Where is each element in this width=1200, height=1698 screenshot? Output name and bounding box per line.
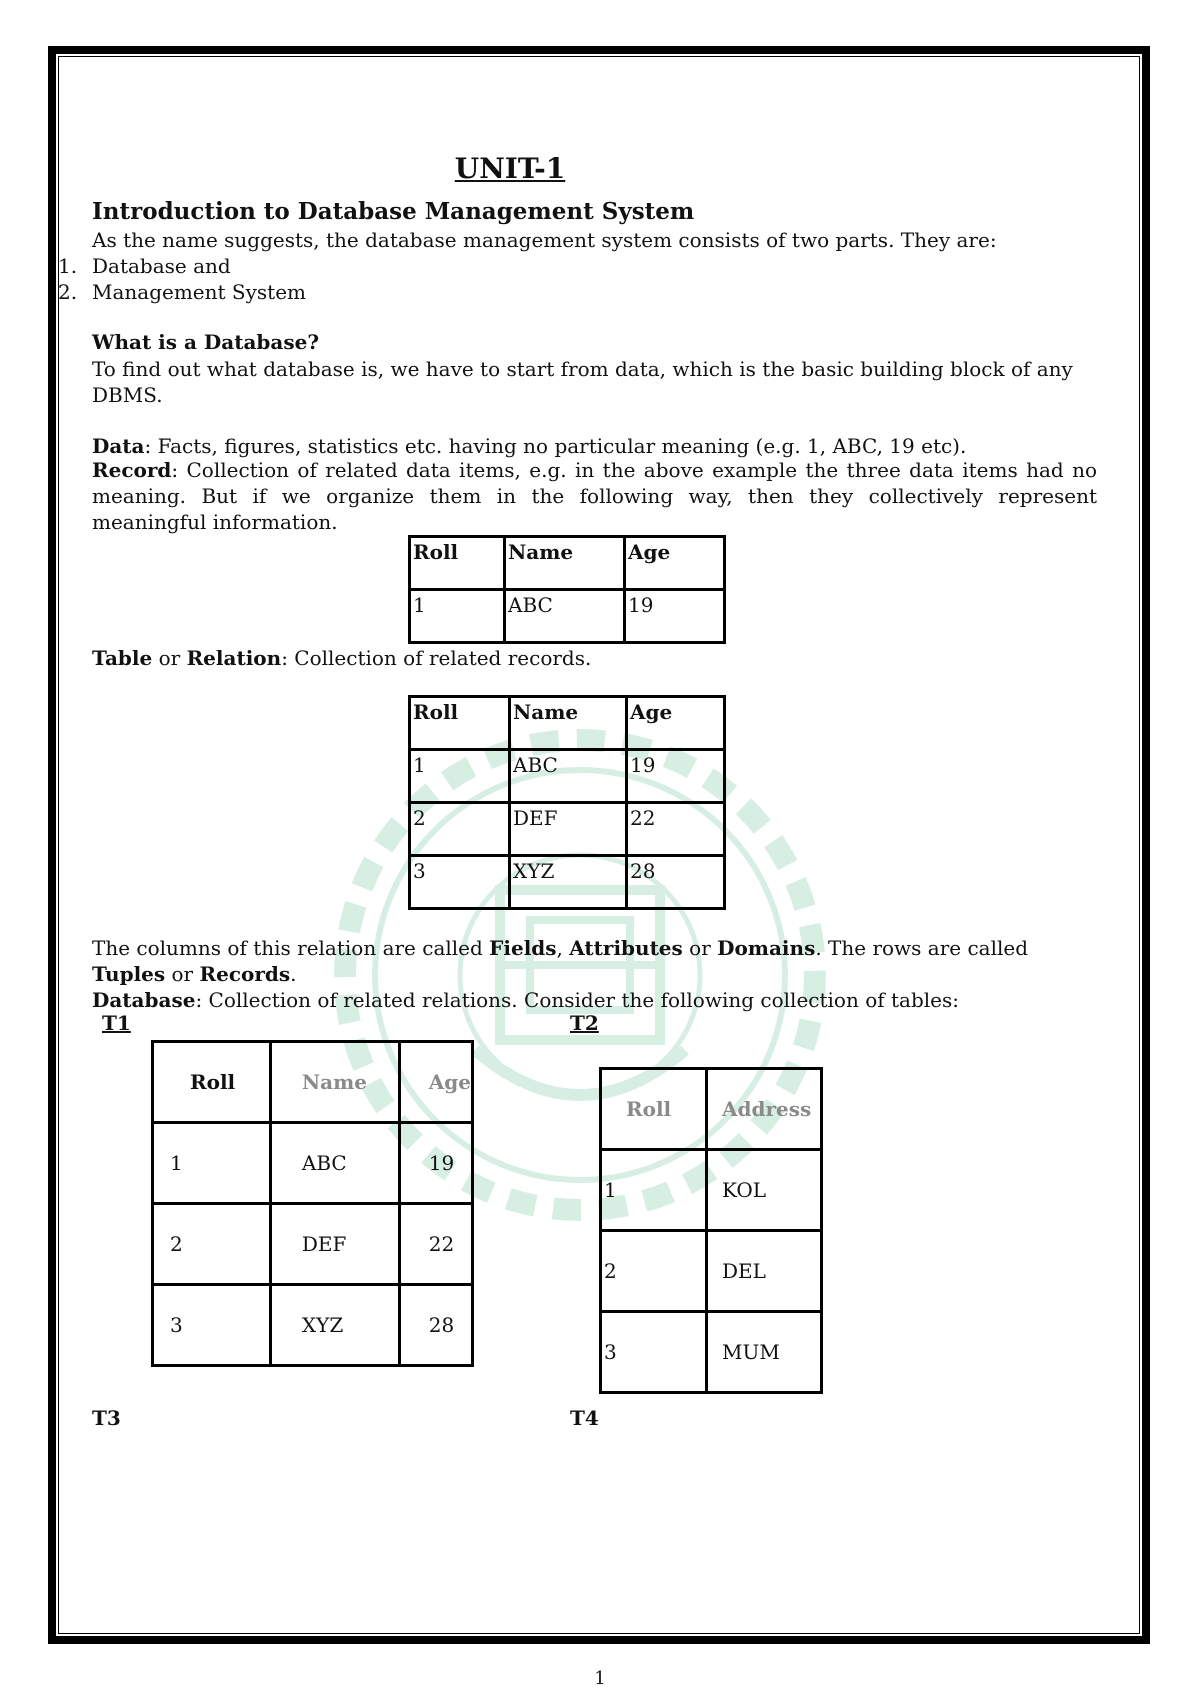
table-cell: ABC bbox=[510, 750, 627, 803]
table-t1 bbox=[151, 1040, 474, 1367]
database-def-text: : Collection of related relations. Consider the following collection of tables: bbox=[195, 988, 959, 1012]
data-term: Data bbox=[92, 434, 145, 458]
relation-definition: Table or Relation: Collection of related records. bbox=[92, 646, 592, 670]
label-t1: T1 bbox=[102, 1011, 131, 1035]
table-cell: 3 bbox=[410, 856, 510, 909]
table-cell: 2 bbox=[601, 1231, 707, 1312]
rows-text: Tuples or Records. bbox=[92, 962, 297, 986]
db-text-line-1: To find out what database is, we have to start from data, which is the basic building block of any bbox=[92, 357, 1073, 381]
label-t4: T4 bbox=[570, 1406, 599, 1430]
table-t2 bbox=[599, 1067, 823, 1394]
list-item-1: Database and bbox=[92, 254, 231, 278]
table-cell: XYZ bbox=[510, 856, 627, 909]
record-definition bbox=[92, 457, 1097, 535]
table-cell: XYZ bbox=[270, 1285, 399, 1366]
table-cell: KOL bbox=[707, 1150, 822, 1231]
relation-term: Relation bbox=[186, 646, 282, 670]
table-cell: MUM bbox=[707, 1312, 822, 1393]
table-cell: 3 bbox=[153, 1285, 271, 1366]
table-term: Table bbox=[92, 646, 153, 670]
intro-text: As the name suggests, the database management system consists of two parts. They are: bbox=[92, 228, 997, 252]
label-t3: T3 bbox=[92, 1406, 121, 1430]
table-cell: 3 bbox=[601, 1312, 707, 1393]
intro-heading: Introduction to Database Management System bbox=[92, 198, 695, 225]
table-header-cell: Name bbox=[505, 537, 625, 590]
table-cell: ABC bbox=[505, 590, 625, 643]
record-def-text: : Collection of related data items, e.g. in the above example the three data items had no meaning. But if we organize them in the following way, then they collectively represent meaningful information. bbox=[92, 458, 1097, 534]
table-header-cell: Roll bbox=[153, 1042, 271, 1123]
table-header-cell: Age bbox=[399, 1042, 472, 1123]
table-cell: ABC bbox=[270, 1123, 399, 1204]
table-cell: 1 bbox=[601, 1150, 707, 1231]
table-header-cell: Name bbox=[510, 697, 627, 750]
relation-table bbox=[408, 695, 726, 910]
table-cell: 2 bbox=[153, 1204, 271, 1285]
list-item-2: Management System bbox=[92, 280, 307, 304]
table-cell: DEF bbox=[270, 1204, 399, 1285]
fields-term: Fields bbox=[489, 936, 557, 960]
table-header-cell: Roll bbox=[410, 697, 510, 750]
columns-text: The columns of this relation are called Fields, Attributes or Domains. The rows are called bbox=[92, 936, 1029, 960]
attributes-term: Attributes bbox=[569, 936, 683, 960]
table-cell: 19 bbox=[627, 750, 725, 803]
table-header-cell: Roll bbox=[601, 1069, 707, 1150]
tuples-term: Tuples bbox=[92, 962, 166, 986]
table-cell: 1 bbox=[410, 590, 505, 643]
data-def-text: : Facts, figures, statistics etc. having no particular meaning (e.g. 1, ABC, 19 etc). bbox=[144, 434, 967, 458]
table-cell: 22 bbox=[399, 1204, 472, 1285]
table-cell: 19 bbox=[625, 590, 725, 643]
record-term: Record bbox=[92, 458, 172, 482]
db-question: What is a Database? bbox=[92, 330, 320, 354]
table-header-cell: Address bbox=[707, 1069, 822, 1150]
table-header-cell: Roll bbox=[410, 537, 505, 590]
domains-term: Domains bbox=[717, 936, 816, 960]
table-cell: 2 bbox=[410, 803, 510, 856]
list-item-2-number: 2. bbox=[58, 280, 78, 304]
table-header-cell: Name bbox=[270, 1042, 399, 1123]
table-cell: 22 bbox=[627, 803, 725, 856]
table-cell: DEF bbox=[510, 803, 627, 856]
table-cell: 1 bbox=[410, 750, 510, 803]
table-cell: DEL bbox=[707, 1231, 822, 1312]
record-table bbox=[408, 535, 726, 644]
list-item-1-number: 1. bbox=[58, 254, 78, 278]
database-definition bbox=[92, 986, 959, 1014]
relation-def-text: : Collection of related records. bbox=[281, 646, 592, 670]
table-cell: 19 bbox=[399, 1123, 472, 1204]
data-definition bbox=[92, 432, 966, 460]
table-cell: 28 bbox=[399, 1285, 472, 1366]
table-cell: 1 bbox=[153, 1123, 271, 1204]
page-number: 1 bbox=[594, 1668, 606, 1689]
table-cell: 28 bbox=[627, 856, 725, 909]
db-text-line-2: DBMS. bbox=[92, 383, 163, 407]
page-title: UNIT-1 bbox=[454, 152, 566, 185]
label-t2: T2 bbox=[570, 1011, 599, 1035]
database-term: Database bbox=[92, 988, 196, 1012]
table-header-cell: Age bbox=[625, 537, 725, 590]
table-header-cell: Age bbox=[627, 697, 725, 750]
records-term: Records bbox=[199, 962, 291, 986]
